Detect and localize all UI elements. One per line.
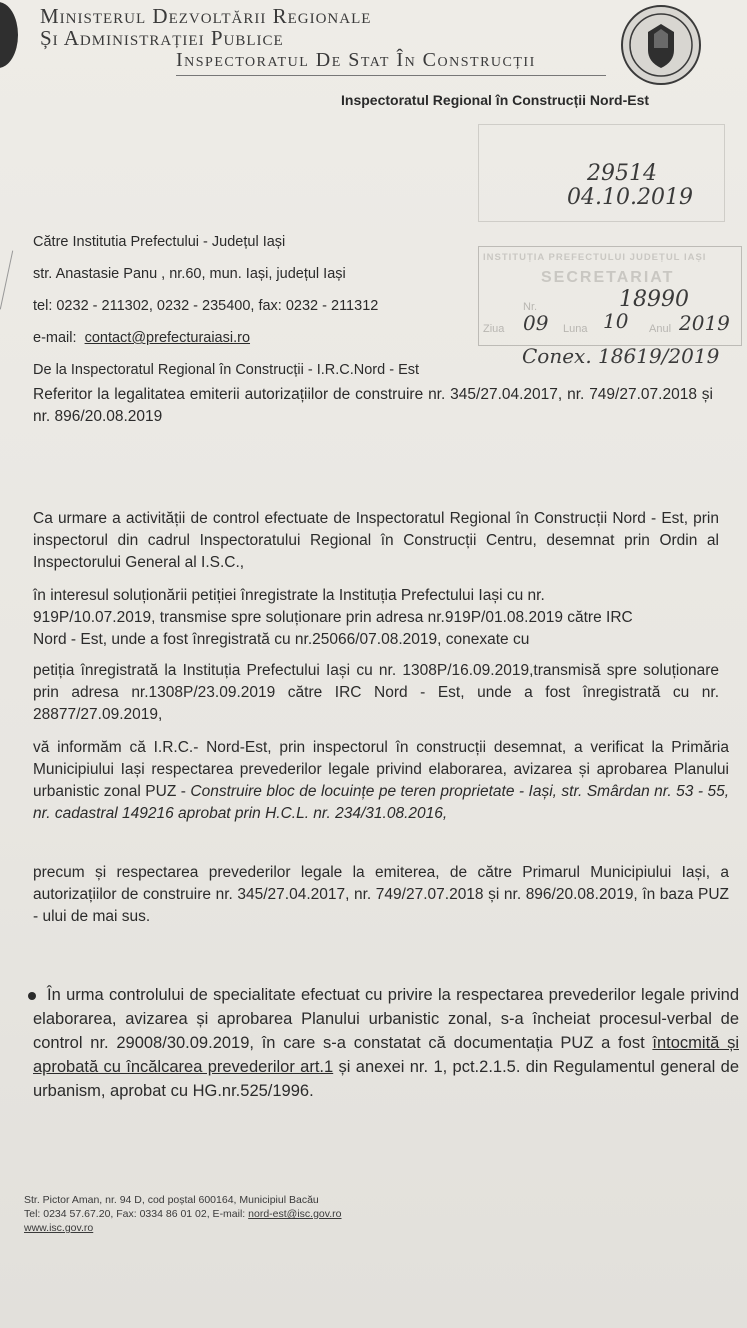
- stamp-zi-label: Ziua: [483, 323, 505, 335]
- sender-line: De la Inspectoratul Regional în Construcții - I.R.C.Nord - Est: [33, 362, 420, 378]
- paragraph-conclusion: [33, 983, 739, 1103]
- registration-stamp: [478, 124, 725, 222]
- conclusion-text-end: și anexei nr. 1, pct.2.1.5. din Regulamentul general de urbanism, aprobat cu HG.nr.525/1996.: [33, 1058, 740, 1100]
- footer-address: Str. Pictor Aman, nr. 94 D, cod poștal 600164, Municipiul Bacău: [24, 1194, 319, 1206]
- prefecture-stamp-title: INSTITUȚIA PREFECTULUI JUDEȚUL IAȘI: [483, 252, 707, 263]
- stamp-nr-value: 18990: [619, 287, 689, 312]
- footer-website-link[interactable]: www.isc.gov.ro: [24, 1222, 94, 1234]
- header-ministry-line2: Și Administrației Publice: [40, 26, 284, 50]
- paragraph-petition-1: [33, 585, 719, 651]
- conclusion-text: În urma controlului de specialitate efectuat cu privire la respectarea prevederilor legale privind elaborarea, avizarea și aprobarea Planului urbanistic zonal, s-a încheiat procesul-verbal de control nr. 29008/30.09.2019, în care s-a constatat că documentația PUZ a fost: [33, 986, 739, 1052]
- stamp-anul-label: Anul: [649, 323, 672, 335]
- footer-contact: [24, 1207, 524, 1221]
- stamp-faint-text: [485, 131, 715, 144]
- stamp-zi-value: 09: [523, 311, 549, 335]
- recipient-street: str. Anastasie Panu , nr.60, mun. Iași, județul Iași: [33, 266, 346, 282]
- paragraph-control-activity: Ca urmare a activității de control efectuate de Inspectoratul Regional în Construcții Nord - Est, prin inspectorul din cadrul Inspectoratului Regional în Construcții Centru, desemnat prin Ordin al Inspectorului General al I.S.C.,: [33, 510, 719, 571]
- registration-date: 04.10.2019: [567, 185, 693, 210]
- margin-mark: [0, 251, 13, 310]
- header-ministry-line1: Ministerul Dezvoltării Regionale: [40, 4, 372, 28]
- footer-contact-text: Tel: 0234 57.67.20, Fax: 0334 86 01 02, E-mail:: [24, 1208, 249, 1220]
- email-label: e-mail:: [33, 330, 77, 346]
- recipient-to: Către Institutia Prefectului - Județul Iași: [33, 234, 286, 250]
- ministry-logo-fragment: [0, 2, 18, 68]
- conclusion-underlined: întocmită și aprobată cu încălcarea prevederilor art.1: [33, 1034, 739, 1076]
- recipient-email-link[interactable]: contact@prefecturaiasi.ro: [84, 330, 251, 346]
- paragraph-petition-2: petiția înregistrată la Instituția Prefectului Iași cu nr. 1308P/16.09.2019,transmisă spre soluționare prin adresa nr.1308P/23.09.2019 către IRC Nord - Est, unde a fost înregistrată cu nr. 28877/27.09.2019,: [33, 662, 719, 723]
- header-divider: [176, 75, 606, 76]
- petition-1-line2: 919P/10.07.2019, transmise spre soluționare prin adresa nr.919P/01.08.2019 către IRC: [33, 609, 633, 626]
- stamp-luna-label: Luna: [563, 323, 588, 335]
- conex-handwritten-note: Conex. 18619/2019: [522, 344, 720, 368]
- recipient-email-line: [33, 328, 473, 348]
- subject-line: Referitor la legalitatea emiterii autorizațiilor de construire nr. 345/27.04.2017, nr. 749/27.07.2018 și nr. 896/20.08.2019: [33, 386, 713, 425]
- coat-of-arms-emblem: [618, 4, 704, 86]
- stamp-anul-value: 2019: [679, 311, 730, 335]
- paragraph-legal-provisions: precum și respectarea prevederilor legale la emiterea, de către Primarul Municipiului Iași, a autorizațiilor de construire nr. 345/27.04.2017, nr. 749/27.07.2018 și nr. 896/20.08.2019, în baza PUZ - ului de mai sus.: [33, 864, 729, 925]
- footer: [24, 1193, 524, 1235]
- regional-inspectorate-title: Inspectoratul Regional în Construcții Nord-Est: [341, 92, 650, 108]
- prefecture-stamp: [478, 246, 742, 346]
- recipient-block: [33, 232, 473, 380]
- stamp-luna-value: 10: [603, 309, 629, 333]
- registration-number: 29514: [587, 161, 657, 186]
- inform-puz-italic: Construire bloc de locuințe pe teren proprietate - Iași, str. Smârdan nr. 53 - 55, nr. cadastral 149216 aprobat prin H.C.L. nr. 234/31.08.2016,: [33, 783, 730, 822]
- stamp-nr-label: Nr.: [523, 301, 538, 313]
- paragraph-inform: [33, 737, 729, 825]
- petition-1-line1: în interesul soluționării petiției înregistrate la Instituția Prefectului Iași cu nr.: [33, 587, 545, 604]
- footer-email-link[interactable]: nord-est@isc.gov.ro: [248, 1208, 342, 1220]
- header-isc-line: Inspectoratul De Stat În Construcții: [176, 49, 536, 71]
- recipient-phone: tel: 0232 - 211302, 0232 - 235400, fax: 0232 - 211312: [33, 298, 379, 314]
- inform-text: vă informăm că I.R.C.- Nord-Est, prin inspectorul în construcții desemnat, a verificat la Primăria Municipiului Iași respectarea prevederilor legale privind elaborarea, avizarea și aprobarea Planului urbanistic zonal PUZ -: [33, 739, 729, 800]
- petition-1-line3: Nord - Est, unde a fost înregistrată cu nr.25066/07.08.2019, conexate cu: [33, 631, 530, 648]
- prefecture-stamp-dept: SECRETARIAT: [541, 269, 675, 286]
